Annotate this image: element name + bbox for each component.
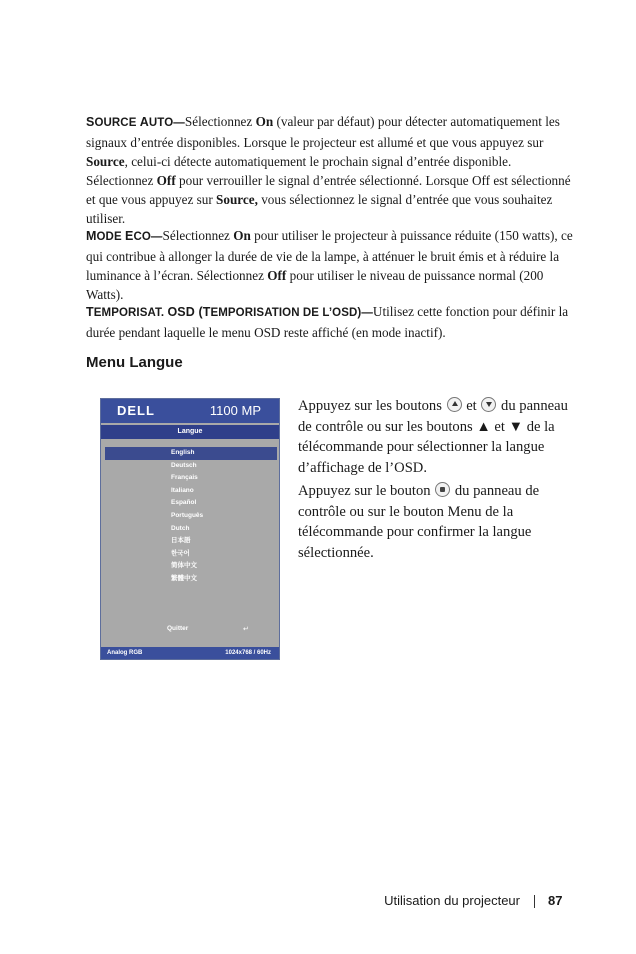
osd-quit-label: Quitter	[167, 625, 189, 632]
osd-language-list	[105, 447, 277, 586]
page-footer	[0, 893, 636, 913]
paragraph-source-auto: SOURCE AUTO—Sélectionnez On (valeur par défaut) pour détecter automatiquement les signaux d’entrée disponibles. Lorsque le projecteur est allumé et que vous appuyez sur Source, celui-ci détecte automatiquement le prochain signal d’entrée disponible. Sélectionnez Off pour verrouiller le signal d’entrée sélectionné. Lorsque Off est sélectionné et que vous appuyez sur Source, vous sélectionnez le signal d’entrée que vous souhaitez utiliser.	[86, 114, 571, 226]
paragraph-osd-timeout: TEMPORISAT. OSD (TEMPORISATION DE L’OSD)—Utilisez cette fonction pour définir la durée pendant laquelle le menu OSD reste affiché (en mode inactif).	[86, 304, 569, 340]
paragraph-mode-eco: MODE ECO—Sélectionnez On pour utiliser le projecteur à puissance réduite (150 watts), ce qui contribue à allonger la durée de vie de la lampe, à atténuer le bruit émis et à réduire la luminance à l’écran. Sélectionnez Off pour utiliser le niveau de puissance normal (200 Watts).	[86, 228, 573, 302]
menu-button-icon	[435, 482, 450, 497]
osd-language-menu-image	[100, 398, 280, 660]
osd-menu-title: Langue	[101, 425, 279, 439]
paragraph-confirm-language: Appuyez sur le bouton du panneau de contrôle ou sur le bouton Menu de la télécommande pour confirmer la langue sélectionnée.	[298, 483, 540, 561]
footer-chapter-title: Utilisation du projecteur	[384, 893, 520, 908]
osd-language-item: Español	[171, 499, 197, 507]
osd-language-item: 한국어	[171, 549, 190, 557]
osd-status-bar	[101, 647, 279, 659]
osd-resolution: 1024x768 / 60Hz	[225, 650, 271, 656]
up-button-icon	[447, 397, 462, 412]
term-source-auto: SOURCE AUTO—	[86, 115, 185, 129]
osd-language-item: Deutsch	[171, 461, 197, 469]
term-osd-timeout: TEMPORISAT. OSD (TEMPORISATION DE L’OSD)—	[86, 305, 373, 319]
osd-model: 1100 MP	[209, 403, 261, 418]
term-mode-eco: MODE ECO—	[86, 229, 163, 243]
enter-icon: ↵	[243, 626, 249, 633]
footer-separator	[534, 895, 535, 908]
osd-language-item: Français	[171, 474, 198, 482]
osd-source: Analog RGB	[107, 650, 143, 656]
section-heading-menu-langue: Menu Langue	[86, 354, 183, 371]
osd-language-item: 日本語	[171, 537, 191, 545]
paragraph-select-language: Appuyez sur les boutons et du panneau de contrôle ou sur les boutons ▲ et ▼ de la télécommande pour sélectionner la langue d’affichage de l’OSD.	[298, 398, 568, 476]
osd-language-item: English	[105, 447, 277, 460]
osd-quit-row	[101, 625, 273, 637]
osd-language-item: Italiano	[171, 486, 194, 494]
osd-language-item: Dutch	[171, 524, 190, 532]
page-number: 87	[548, 893, 563, 908]
dell-logo: DELL	[117, 403, 155, 418]
osd-language-item: 简体中文	[171, 562, 197, 570]
osd-language-item: 繁體中文	[171, 574, 197, 582]
osd-language-item: Português	[171, 511, 204, 519]
down-button-icon	[481, 397, 496, 412]
osd-header-bar	[101, 399, 279, 423]
